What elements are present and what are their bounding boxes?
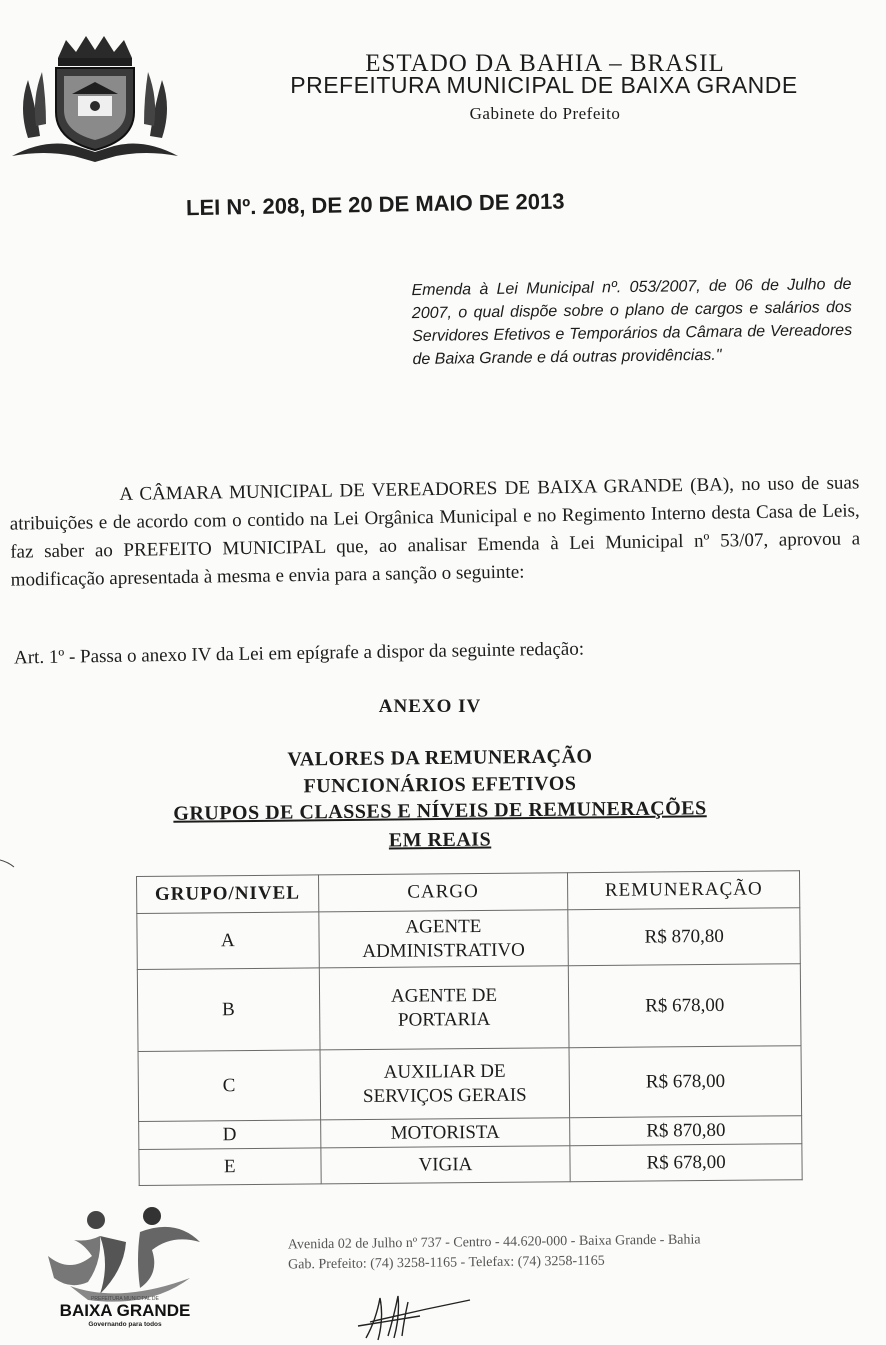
preamble-paragraph bbox=[9, 469, 861, 594]
column-header-remuneration: REMUNERAÇÃO bbox=[568, 871, 800, 910]
cargo-cell bbox=[320, 1146, 570, 1184]
pay-cell: R$ 870,80 bbox=[570, 1116, 802, 1146]
table-row bbox=[137, 964, 801, 1052]
scan-edge-mark bbox=[0, 858, 16, 868]
cargo-cell bbox=[319, 966, 569, 1050]
annex-heading-3: GRUPOS DE CLASSES E NÍVEIS DE REMUNERAÇÕES bbox=[173, 797, 707, 825]
cargo-line: VIGIA bbox=[418, 1153, 473, 1176]
group-cell: C bbox=[138, 1050, 320, 1122]
table-row bbox=[138, 1046, 802, 1122]
table-row bbox=[137, 908, 800, 970]
contact-line: Gab. Prefeito: (74) 3258-1165 - Telefax: (74) 3258-1165 bbox=[288, 1253, 605, 1273]
pay-cell: R$ 678,00 bbox=[569, 1046, 801, 1118]
logo-name: BAIXA GRANDE bbox=[59, 1301, 191, 1320]
law-title: LEI Nº. 208, DE 20 DE MAIO DE 2013 bbox=[185, 188, 565, 221]
baixa-grande-footer-logo bbox=[40, 1204, 210, 1334]
footer-address bbox=[288, 1229, 858, 1276]
group-cell: D bbox=[139, 1120, 321, 1150]
prefecture-header: PREFEITURA MUNICIPAL DE BAIXA GRANDE bbox=[290, 72, 798, 98]
cargo-cell bbox=[320, 1048, 570, 1120]
group-cell: B bbox=[137, 968, 319, 1052]
address-line: Avenida 02 de Julho nº 737 - Centro - 44.620-000 - Baixa Grande - Bahia bbox=[287, 1232, 701, 1253]
pay-cell: R$ 870,80 bbox=[568, 908, 800, 966]
article-1: Art. 1º - Passa o anexo IV da Lei em epígrafe a dispor da seguinte redação: bbox=[13, 638, 585, 669]
pay-cell: R$ 678,00 bbox=[569, 964, 801, 1048]
annex-heading-1: VALORES DA REMUNERAÇÃO bbox=[287, 745, 593, 771]
office-header: Gabinete do Prefeito bbox=[469, 104, 621, 123]
table-row bbox=[139, 1144, 802, 1186]
state-header: ESTADO DA BAHIA – BRASIL bbox=[365, 50, 725, 77]
cargo-line: ADMINISTRATIVO bbox=[362, 939, 525, 962]
group-cell: A bbox=[137, 912, 319, 970]
cargo-line: PORTARIA bbox=[397, 1008, 491, 1031]
table-header-row bbox=[137, 871, 800, 914]
coat-of-arms-logo bbox=[6, 28, 184, 168]
column-header-group: GRUPO/NIVEL bbox=[137, 875, 319, 914]
cargo-line: AGENTE bbox=[405, 915, 482, 938]
logo-small-text: PREFEITURA MUNICIPAL DE bbox=[91, 1296, 159, 1302]
logo-tagline: Governando para todos bbox=[88, 1321, 162, 1328]
remuneration-table bbox=[136, 870, 803, 1186]
pay-cell: R$ 678,00 bbox=[570, 1144, 802, 1182]
cargo-line: AGENTE DE bbox=[390, 984, 498, 1007]
cargo-line: SERVIÇOS GERAIS bbox=[362, 1084, 527, 1107]
annex-heading-2: FUNCIONÁRIOS EFETIVOS bbox=[303, 772, 577, 798]
annex-heading-4: EM REAIS bbox=[388, 828, 492, 852]
handwritten-signature bbox=[350, 1290, 480, 1342]
cargo-line: MOTORISTA bbox=[390, 1121, 500, 1144]
cargo-line: AUXILIAR DE bbox=[383, 1060, 506, 1083]
column-header-cargo: CARGO bbox=[318, 873, 568, 912]
annex-title: ANEXO IV bbox=[378, 696, 482, 717]
cargo-cell bbox=[318, 910, 568, 968]
preamble-text: A CÂMARA MUNICIPAL DE VEREADORES DE BAIXA GRANDE (BA), no uso de suas atribuições e de acordo com o contido na Lei Orgânica Municipal e no Regimento Interno desta Casa de Leis, faz saber ao PREFEITO MUNICIPAL que, ao analisar Emenda à Lei Municipal nº 53/07, aprovou a modificação apresentada à mesma e envia para a sanção o seguinte: bbox=[9, 472, 861, 591]
cargo-cell bbox=[320, 1118, 570, 1148]
law-summary: Emenda à Lei Municipal nº. 053/2007, de 06 de Julho de 2007, o qual dispõe sobre o plano de cargos e salários dos Servidores Efetivos e Temporários da Câmara de Vereadores de Baixa Grande e dá outras providências." bbox=[411, 275, 853, 369]
group-cell: E bbox=[139, 1148, 321, 1186]
